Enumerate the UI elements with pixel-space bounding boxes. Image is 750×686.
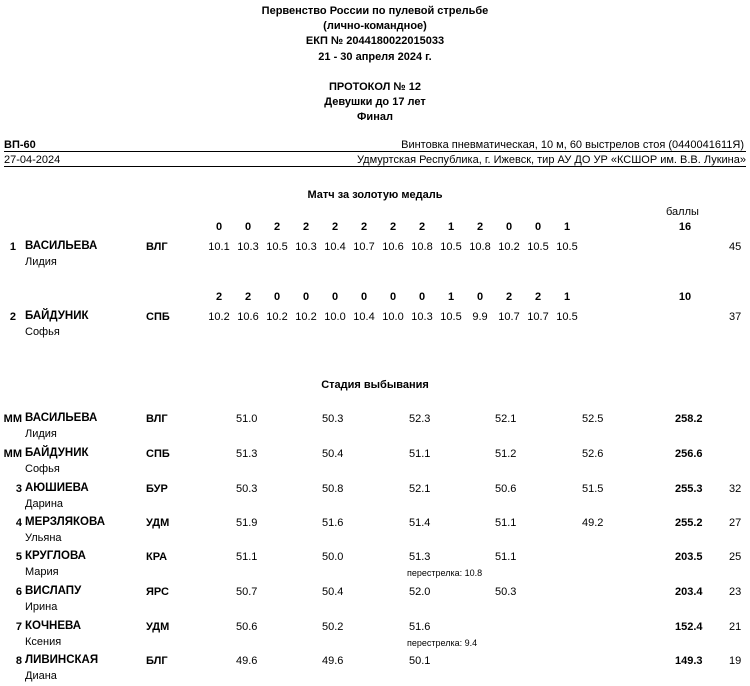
series-point: 0: [302, 291, 310, 303]
athlete-region: УДМ: [146, 517, 170, 529]
series-score: 51.4: [409, 517, 431, 529]
athlete-surname: ЛИВИНСКАЯ: [25, 654, 99, 666]
athlete-region: БЛГ: [146, 655, 168, 667]
series-point: 2: [215, 291, 223, 303]
series-score: 51.6: [322, 517, 344, 529]
athlete-surname: БАЙДУНИК: [25, 310, 89, 322]
shot-score: 10.6: [382, 241, 404, 253]
series-score: 50.4: [322, 448, 344, 460]
athlete-region: ВЛГ: [146, 241, 168, 253]
series-point: 2: [331, 221, 339, 233]
shot-score: 10.3: [411, 311, 433, 323]
side-score: 37: [729, 311, 742, 323]
protocol-category: Девушки до 17 лет: [324, 96, 426, 108]
series-point: 2: [389, 221, 397, 233]
side-score: 45: [729, 241, 742, 253]
athlete-name: Диана: [25, 670, 57, 682]
series-score: 49.6: [322, 655, 344, 667]
athlete-rank: 2: [9, 311, 16, 323]
divider: [4, 151, 746, 152]
series-score: 52.6: [582, 448, 604, 460]
shot-score: 10.2: [295, 311, 317, 323]
series-point: 2: [273, 221, 281, 233]
series-point: 0: [389, 291, 397, 303]
series-score: 51.1: [236, 551, 258, 563]
shot-score: 10.8: [411, 241, 433, 253]
shot-score: 10.4: [353, 311, 375, 323]
gold-match-title: Матч за золотую медаль: [307, 189, 443, 201]
total-score: 149.3: [675, 655, 703, 667]
series-score: 50.3: [236, 483, 258, 495]
series-score: 51.9: [236, 517, 258, 529]
series-score: 49.2: [582, 517, 604, 529]
athlete-rank: ММ: [3, 448, 22, 460]
total-score: 256.6: [675, 448, 703, 460]
series-point: 0: [418, 291, 426, 303]
series-score: 50.0: [322, 551, 344, 563]
total-points: 16: [678, 221, 692, 233]
total-score: 203.4: [675, 586, 703, 598]
shot-score: 9.9: [472, 311, 488, 323]
side-score: 23: [729, 586, 742, 598]
side-score: 25: [729, 551, 742, 563]
protocol-title: ПРОТОКОЛ № 12: [329, 81, 421, 93]
athlete-region: ВЛГ: [146, 413, 168, 425]
divider: [4, 166, 746, 167]
series-score: 50.6: [495, 483, 517, 495]
series-point: 2: [534, 291, 542, 303]
shootoff-note: перестрелка: 9.4: [407, 638, 478, 648]
athlete-rank: 8: [15, 655, 22, 667]
series-point: 0: [534, 221, 542, 233]
series-score: 52.1: [495, 413, 517, 425]
total-score: 152.4: [675, 621, 703, 633]
protocol-stage: Финал: [357, 111, 393, 123]
shot-score: 10.8: [469, 241, 491, 253]
athlete-region: УДМ: [146, 621, 170, 633]
series-score: 50.4: [322, 586, 344, 598]
athlete-surname: ВИСЛАПУ: [25, 585, 82, 597]
series-point: 2: [418, 221, 426, 233]
athlete-region: СПБ: [146, 311, 170, 323]
series-point: 1: [563, 221, 571, 233]
series-score: 50.8: [322, 483, 344, 495]
athlete-surname: КРУГЛОВА: [25, 550, 86, 562]
side-score: 19: [729, 655, 742, 667]
athlete-rank: ММ: [3, 413, 22, 425]
series-point: 0: [273, 291, 281, 303]
athlete-region: ЯРС: [146, 586, 169, 598]
athlete-region: КРА: [146, 551, 168, 563]
shot-score: 10.2: [266, 311, 288, 323]
shot-score: 10.5: [556, 311, 578, 323]
shot-score: 10.2: [498, 241, 520, 253]
athlete-name: Дарина: [25, 498, 64, 510]
series-score: 52.5: [582, 413, 604, 425]
series-score: 50.1: [409, 655, 431, 667]
shot-score: 10.1: [208, 241, 230, 253]
athlete-name: Лидия: [25, 428, 57, 440]
athlete-region: БУР: [146, 483, 168, 495]
series-score: 51.2: [495, 448, 517, 460]
shot-score: 10.5: [440, 311, 462, 323]
series-score: 52.3: [409, 413, 431, 425]
series-point: 0: [331, 291, 339, 303]
shot-score: 10.3: [295, 241, 317, 253]
shot-score: 10.2: [208, 311, 230, 323]
series-point: 2: [505, 291, 513, 303]
shot-score: 10.7: [353, 241, 375, 253]
total-score: 203.5: [675, 551, 703, 563]
athlete-rank: 5: [15, 551, 22, 563]
athlete-name: Мария: [25, 566, 59, 578]
athlete-surname: БАЙДУНИК: [25, 447, 89, 459]
series-score: 52.0: [409, 586, 431, 598]
athlete-surname: АЮШИЕВА: [25, 482, 89, 494]
total-score: 255.3: [675, 483, 703, 495]
athlete-rank: 6: [15, 586, 22, 598]
athlete-surname: КОЧНЕВА: [25, 620, 82, 632]
series-score: 52.1: [409, 483, 431, 495]
shot-score: 10.3: [237, 241, 259, 253]
total-score: 258.2: [675, 413, 703, 425]
series-score: 51.3: [409, 551, 431, 563]
series-point: 2: [476, 221, 484, 233]
shot-score: 10.5: [266, 241, 288, 253]
series-score: 51.1: [409, 448, 431, 460]
series-score: 50.6: [236, 621, 258, 633]
athlete-rank: 4: [15, 517, 22, 529]
series-score: 50.3: [495, 586, 517, 598]
series-point: 1: [447, 291, 455, 303]
series-score: 51.3: [236, 448, 258, 460]
header-ekp: ЕКП № 2044180022015033: [305, 35, 445, 47]
event-code: ВП-60: [4, 139, 36, 151]
athlete-rank: 3: [15, 483, 22, 495]
series-score: 51.1: [495, 551, 517, 563]
total-score: 255.2: [675, 517, 703, 529]
series-score: 51.0: [236, 413, 258, 425]
athlete-name: Софья: [25, 463, 60, 475]
athlete-name: Софья: [25, 326, 60, 338]
series-point: 0: [360, 291, 368, 303]
shot-score: 10.7: [498, 311, 520, 323]
shot-score: 10.0: [324, 311, 346, 323]
series-score: 51.6: [409, 621, 431, 633]
series-point: 1: [563, 291, 571, 303]
series-point: 2: [302, 221, 310, 233]
athlete-surname: ВАСИЛЬЕВА: [25, 412, 98, 424]
athlete-rank: 1: [9, 241, 16, 253]
points-label: баллы: [666, 206, 699, 218]
series-point: 0: [476, 291, 484, 303]
athlete-name: Ирина: [25, 601, 58, 613]
shot-score: 10.5: [527, 241, 549, 253]
shot-score: 10.0: [382, 311, 404, 323]
total-points: 10: [678, 291, 692, 303]
athlete-surname: МЕРЗЛЯКОВА: [25, 516, 106, 528]
athlete-name: Ксения: [25, 636, 62, 648]
athlete-surname: ВАСИЛЬЕВА: [25, 240, 98, 252]
shootoff-note: перестрелка: 10.8: [407, 568, 483, 578]
athlete-rank: 7: [15, 621, 22, 633]
athlete-name: Ульяна: [25, 532, 62, 544]
shot-score: 10.5: [440, 241, 462, 253]
header-subtitle: (лично-командное): [323, 20, 427, 32]
side-score: 21: [729, 621, 742, 633]
series-point: 2: [360, 221, 368, 233]
series-score: 49.6: [236, 655, 258, 667]
series-point: 0: [505, 221, 513, 233]
shot-score: 10.5: [556, 241, 578, 253]
series-point: 0: [215, 221, 223, 233]
header-dates: 21 - 30 апреля 2024 г.: [318, 51, 432, 63]
header-title: Первенство России по пулевой стрельбе: [261, 5, 489, 17]
event-venue: Удмуртская Республика, г. Ижевск, тир АУ ДО УР «КСШОР им. В.В. Лукина»: [357, 154, 746, 166]
side-score: 32: [729, 483, 742, 495]
series-score: 51.5: [582, 483, 604, 495]
series-point: 2: [244, 291, 252, 303]
series-point: 0: [244, 221, 252, 233]
athlete-name: Лидия: [25, 256, 57, 268]
event-name: Винтовка пневматическая, 10 м, 60 выстрелов стоя (04400416​11Я): [401, 139, 744, 151]
shot-score: 10.4: [324, 241, 346, 253]
series-score: 50.2: [322, 621, 344, 633]
athlete-region: СПБ: [146, 448, 170, 460]
series-score: 50.3: [322, 413, 344, 425]
event-date: 27-04-2024: [4, 154, 61, 166]
shot-score: 10.6: [237, 311, 259, 323]
shot-score: 10.7: [527, 311, 549, 323]
series-score: 50.7: [236, 586, 258, 598]
side-score: 27: [729, 517, 742, 529]
elimination-title: Стадия выбывания: [321, 379, 429, 391]
series-score: 51.1: [495, 517, 517, 529]
series-point: 1: [447, 221, 455, 233]
